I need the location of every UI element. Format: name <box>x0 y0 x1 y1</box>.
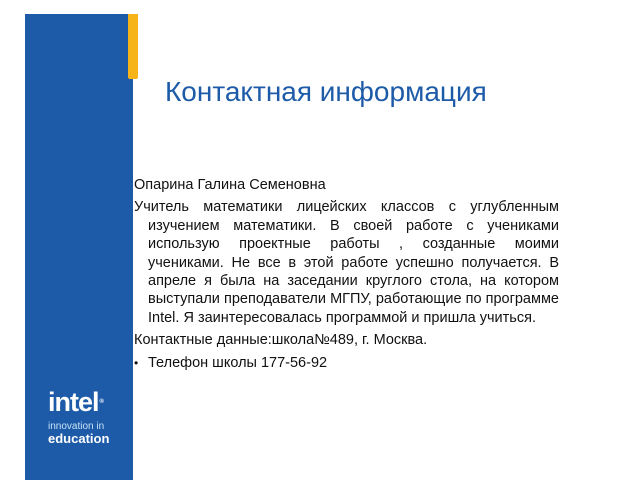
logo-tagline-2: education <box>48 431 110 446</box>
slide-title: Контактная информация <box>165 76 487 107</box>
intel-logo <box>48 388 118 446</box>
slide-body <box>134 176 559 372</box>
phone-text: Телефон школы 177-56-92 <box>148 354 328 371</box>
bullet-icon: • <box>134 355 139 370</box>
teacher-name: Опарина Галина Семеновна <box>134 177 326 193</box>
accent-bar <box>128 14 138 79</box>
teacher-bio: Учитель математики лицейских классов с углубленным изучением математики. В своей работе с учениками использую проектные работы , созданные моими учениками. Не все в этой работе успешно получается. В апреле я была на заседании круглого стола, на котором выступали преподаватели МГПУ, работающие по программе Intel. Я заинтересовалась программой и пришла учиться. <box>134 199 559 326</box>
intel-wordmark: intel® <box>48 387 103 417</box>
registered-mark-icon: ® <box>99 399 103 405</box>
contact-details: Контактные данные:школа№489, г. Москва. <box>134 332 428 349</box>
logo-tagline-1: innovation in <box>48 421 105 432</box>
phone-item <box>134 354 559 372</box>
